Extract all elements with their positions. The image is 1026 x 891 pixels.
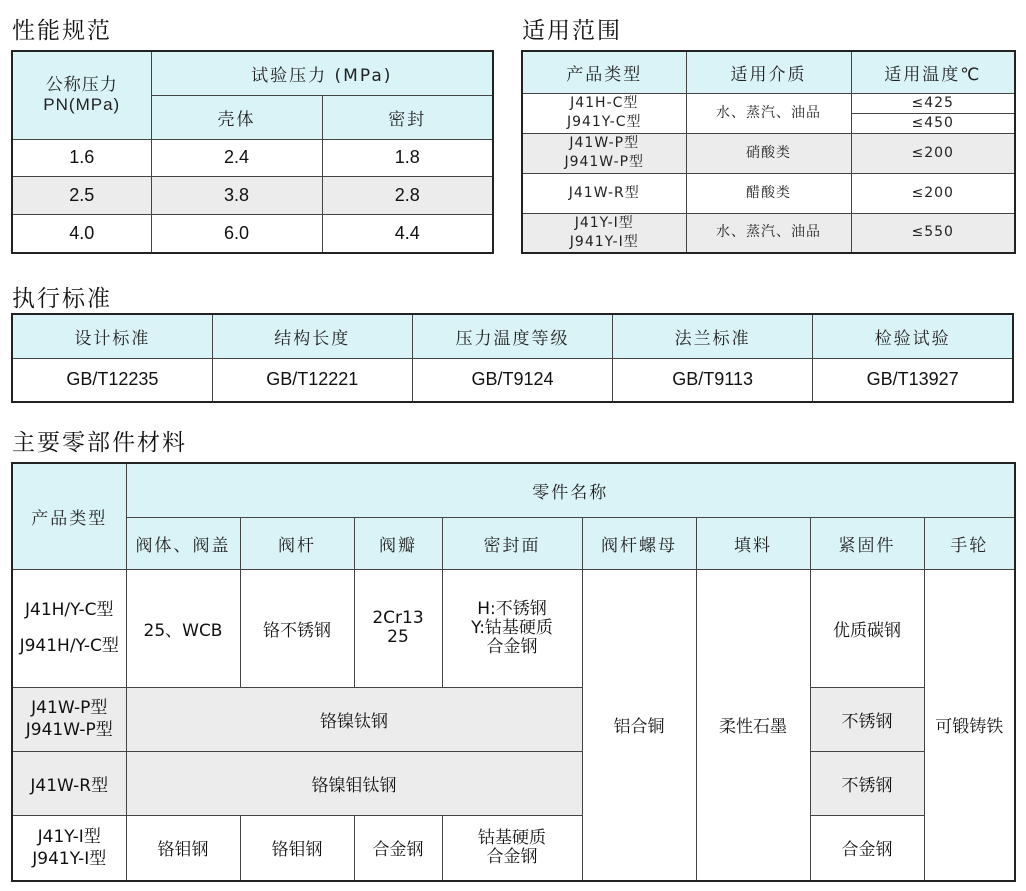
header-test-pressure: 试验压力 (MPa): [151, 51, 493, 95]
header-packing: 填料: [696, 517, 810, 569]
header-medium: 适用介质: [686, 51, 851, 93]
table-row: GB/T12235 GB/T12221 GB/T9124 GB/T9113 GB/T13927: [12, 358, 1013, 402]
header-nominal-pressure: 公称压力 PN(MPa): [12, 51, 151, 139]
header-stem-nut: 阀杆螺母: [582, 517, 696, 569]
header-seal-face: 密封面: [442, 517, 582, 569]
header-disc: 阀瓣: [354, 517, 442, 569]
table-row: 4.0 6.0 4.4: [12, 214, 493, 253]
table-row: 1.6 2.4 1.8: [12, 139, 493, 177]
table-row: 2.5 3.8 2.8: [12, 177, 493, 215]
table-row: J41W-P型 J941W-P型 铬镍钛钢 不锈钢: [12, 687, 1015, 751]
header-fastener: 紧固件: [810, 517, 924, 569]
header-body-bonnet: 阀体、阀盖: [126, 517, 240, 569]
materials-table: [11, 462, 1016, 882]
performance-title: 性能规范: [12, 18, 112, 44]
header-shell: 壳体: [151, 95, 322, 139]
header-handwheel: 手轮: [924, 517, 1015, 569]
scope-table: 产品类型 适用介质 适用温度℃ J41H-C型 J941Y-C型 水、蒸汽、油品 ≤425 ≤450 J41W-P型 J941W-P型 硝酸类 ≤200 J41W-R型 醋酸类 ≤200 J41Y-I型 J941Y-I型 水、蒸汽、油品 ≤550: [521, 50, 1016, 254]
table-row: J41W-R型 铬镍钼钛钢 不锈钢: [12, 751, 1015, 815]
header-product-type: 产品类型: [12, 463, 126, 569]
table-row: J41Y-I型 J941Y-I型 水、蒸汽、油品 ≤550: [522, 213, 1015, 253]
standards-title: 执行标准: [12, 286, 112, 312]
table-row: J41W-R型 醋酸类 ≤200: [522, 173, 1015, 213]
performance-table: [11, 50, 494, 254]
materials-title: 主要零部件材料: [12, 430, 187, 456]
header-inspection-test: 检验试验: [813, 314, 1013, 358]
header-flange-standard: 法兰标准: [613, 314, 813, 358]
header-stem: 阀杆: [240, 517, 354, 569]
handwheel-material: 可锻铸铁: [924, 569, 1015, 881]
scope-title: 适用范围: [522, 18, 622, 44]
table-row: J41W-P型 J941W-P型 硝酸类 ≤200: [522, 133, 1015, 173]
header-design-standard: 设计标准: [12, 314, 212, 358]
table-row: J41Y-I型 J941Y-I型 铬钼钢 铬钼钢 合金钢 钴基硬质 合金钢 合金钢: [12, 815, 1015, 881]
header-pressure-temp-rating: 压力温度等级: [412, 314, 612, 358]
header-structure-length: 结构长度: [212, 314, 412, 358]
stem-nut-material: 铝合铜: [582, 569, 696, 881]
scope-type-cell: J41H-C型 J941Y-C型: [522, 93, 686, 133]
header-part-names: 零件名称: [126, 463, 1015, 517]
header-temperature: 适用温度℃: [851, 51, 1015, 93]
header-product-type: 产品类型: [522, 51, 686, 93]
header-seal: 密封: [322, 95, 493, 139]
packing-material: 柔性石墨: [696, 569, 810, 881]
standards-table: [11, 313, 1014, 403]
table-row: J41H/Y-C型 J941H/Y-C型 25、WCB 铬不锈钢 2Cr13 25 H:不锈钢 Y:钴基硬质 合金钢 铝合铜 柔性石墨 优质碳钢 可锻铸铁: [12, 569, 1015, 687]
